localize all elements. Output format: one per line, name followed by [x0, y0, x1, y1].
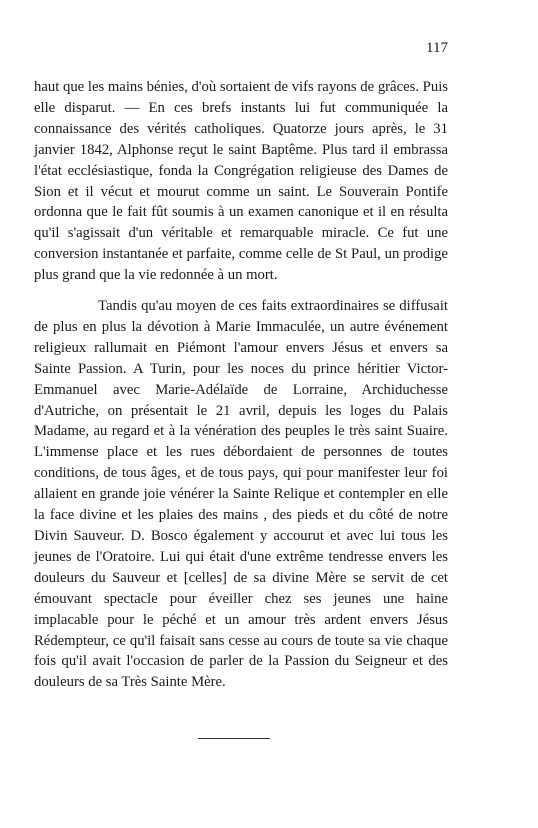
footer-rule: [198, 738, 270, 739]
paragraph-2: Tandis qu'au moyen de ces faits extraordinaires se diffusait de plus en plus la dévotion à Marie Immaculée, un autre événement religieux rallumait en Piémont l'amour envers Jésus et envers sa Sainte Passion. A Turin, pour les noces du prince héritier Victor-Emmanuel avec Marie-Adélaïde de Lorraine, Archiduchesse d'Autriche, on présentait le 21 avril, depuis les loges du Palais Madame, au regard et à la vénération des peuples le très saint Suaire. L'immense place et les rues débordaient de personnes de toutes conditions, de tous âges, et de tous pays, qui pour manifester leur foi allaient en grande joie vénérer la Sainte Relique et contempler en elle la face divine et les plaies des mains , des pieds et du côté de notre Divin Sauveur. D. Bosco également y accourut et avec lui tous les jeunes de l'Oratoire. Lui qui était d'une extrême tendresse envers les douleurs du Sauveur et [celles] de sa divine Mère se servit de cet émouvant spectacle pour éveiller chez ses jeunes une haine implacable pour le péché et un amour très ardent envers Jésus Rédempteur, ce qu'il faisait sans cesse au cours de toute sa vie chaque fois qu'il avait l'occasion de parler de la Passion du Seigneur et des douleurs de sa Très Sainte Mère.: [34, 298, 448, 691]
paragraph-1: haut que les mains bénies, d'où sortaient de vifs rayons de grâces. Puis elle disparut. — En ces brefs instants lui fut communiquée la connaissance des vérités catholiques. Quatorze jours après, le 31 janvier 1842, Alphonse reçut le saint Baptême. Plus tard il embrassa l'état ecclésiastique, fonda la Congrégation religieuse des Dames de Sion et il vécut et mourut comme un saint. Le Souverain Pontife ordonna que le fait fût soumis à un examen canonique et il en résulta qu'il s'agissait d'un véritable et remarquable miracle. Ce fut une conversion instantanée et parfaite, comme celle de St Paul, un prodige plus grand que la vie redonnée à un mort.: [34, 79, 448, 284]
page-number: 117: [426, 40, 448, 56]
